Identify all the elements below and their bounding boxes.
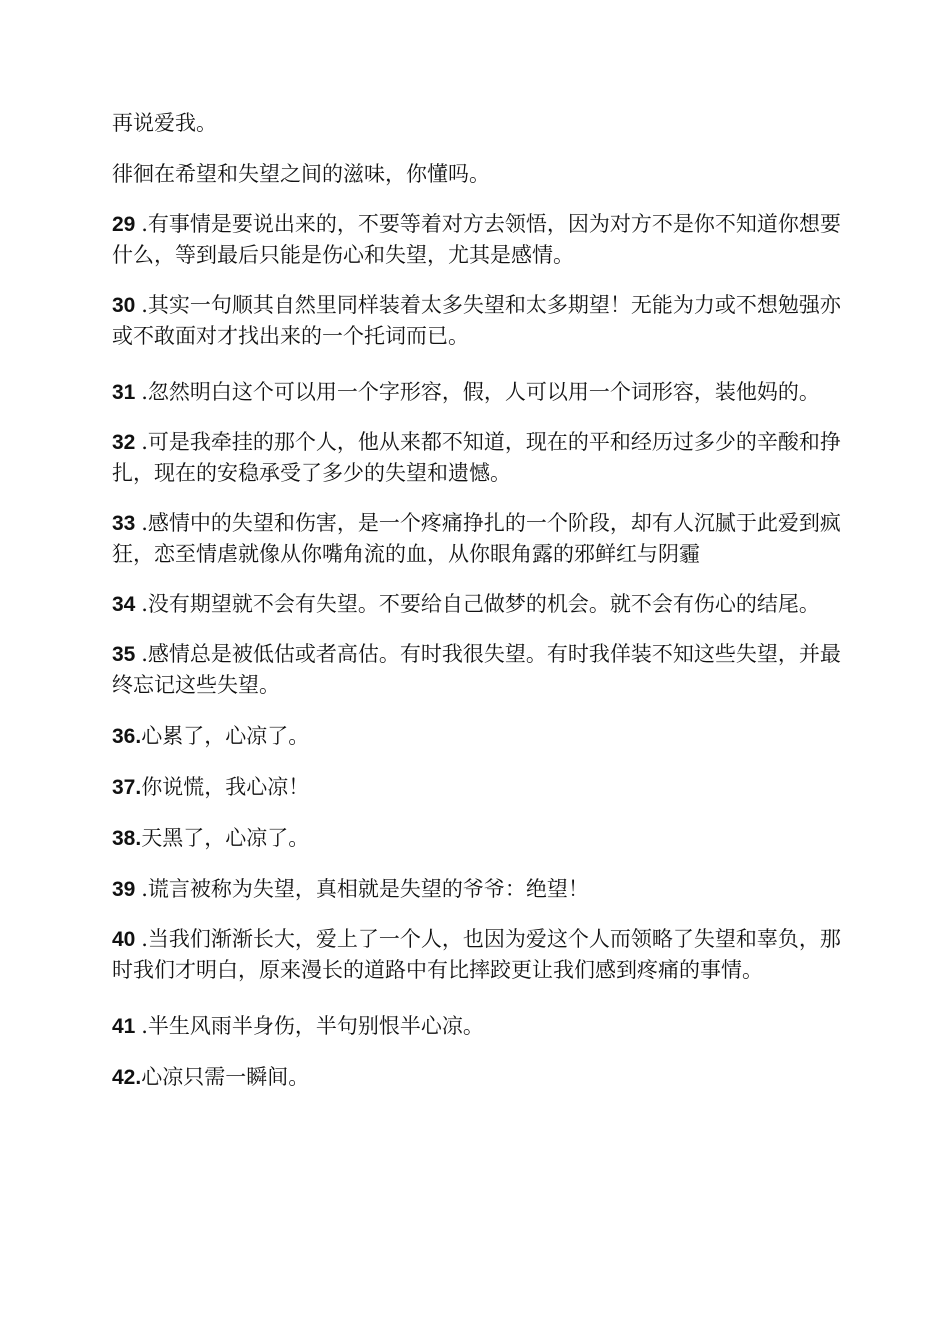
paragraph-number: 32	[112, 431, 142, 454]
paragraph-number: 40	[112, 928, 142, 951]
paragraph-number: 30	[112, 294, 142, 317]
paragraph-number: 36.	[112, 725, 142, 748]
paragraph-31	[112, 377, 842, 408]
paragraph-number: 34	[112, 593, 142, 616]
paragraph-42	[112, 1062, 842, 1093]
paragraph-34	[112, 589, 842, 620]
paragraph-number: 31	[112, 381, 142, 404]
paragraph-intro-2	[112, 159, 842, 190]
paragraph-38	[112, 823, 842, 854]
paragraph-number: 35	[112, 643, 142, 666]
paragraph-text: .当我们渐渐长大，爱上了一个人，也因为爱这个人而领略了失望和辜负，那时我们才明白，原来漫长的道路中有比摔跤更让我们感到疼痛的事情。	[112, 927, 841, 982]
paragraph-37	[112, 772, 842, 803]
paragraph-41	[112, 1011, 842, 1042]
paragraph-39	[112, 874, 842, 905]
paragraph-40	[112, 924, 842, 986]
paragraph-35	[112, 639, 842, 701]
paragraph-text: .谎言被称为失望，真相就是失望的爷爷：绝望！	[141, 877, 589, 901]
paragraph-intro-1	[112, 108, 842, 139]
paragraph-number: 38.	[112, 827, 142, 850]
paragraph-text: .没有期望就不会有失望。不要给自己做梦的机会。就不会有伤心的结尾。	[141, 592, 820, 616]
paragraph-29	[112, 209, 842, 271]
paragraph-30	[112, 290, 842, 352]
paragraph-number: 42.	[112, 1066, 142, 1089]
paragraph-number: 29	[112, 213, 142, 236]
paragraph-number: 33	[112, 512, 142, 535]
paragraph-text: 心累了，心凉了。	[141, 724, 310, 748]
paragraph-number: 37.	[112, 776, 142, 799]
paragraph-text: 再说爱我。	[112, 111, 217, 135]
paragraph-text: 徘徊在希望和失望之间的滋味，你懂吗。	[112, 162, 490, 186]
paragraph-text: .忽然明白这个可以用一个字形容，假，人可以用一个词形容，装他妈的。	[141, 380, 820, 404]
paragraph-text: 心凉只需一瞬间。	[141, 1065, 310, 1089]
paragraph-text: .有事情是要说出来的，不要等着对方去领悟，因为对方不是你不知道你想要什么，等到最后只能是伤心和失望，尤其是感情。	[112, 212, 841, 267]
paragraph-text: .其实一句顺其自然里同样装着太多失望和太多期望！无能为力或不想勉强亦或不敢面对才找出来的一个托词而已。	[112, 293, 841, 348]
paragraph-36	[112, 721, 842, 752]
paragraph-text: .半生风雨半身伤，半句别恨半心凉。	[141, 1014, 484, 1038]
paragraph-text: .感情总是被低估或者高估。有时我很失望。有时我佯装不知这些失望，并最终忘记这些失望。	[112, 642, 841, 697]
paragraph-number: 39	[112, 878, 142, 901]
paragraph-text: 你说慌，我心凉！	[141, 775, 310, 799]
paragraph-text: .感情中的失望和伤害，是一个疼痛挣扎的一个阶段，却有人沉腻于此爱到疯狂，恋至情虐就像从你嘴角流的血，从你眼角露的邪鲜红与阴霾	[112, 511, 841, 566]
document-body	[112, 108, 842, 1093]
paragraph-text: .可是我牵挂的那个人，他从来都不知道，现在的平和经历过多少的辛酸和挣扎，现在的安稳承受了多少的失望和遗憾。	[112, 430, 841, 485]
paragraph-33	[112, 508, 842, 570]
paragraph-number: 41	[112, 1015, 142, 1038]
paragraph-32	[112, 427, 842, 489]
paragraph-text: 天黑了，心凉了。	[141, 826, 310, 850]
